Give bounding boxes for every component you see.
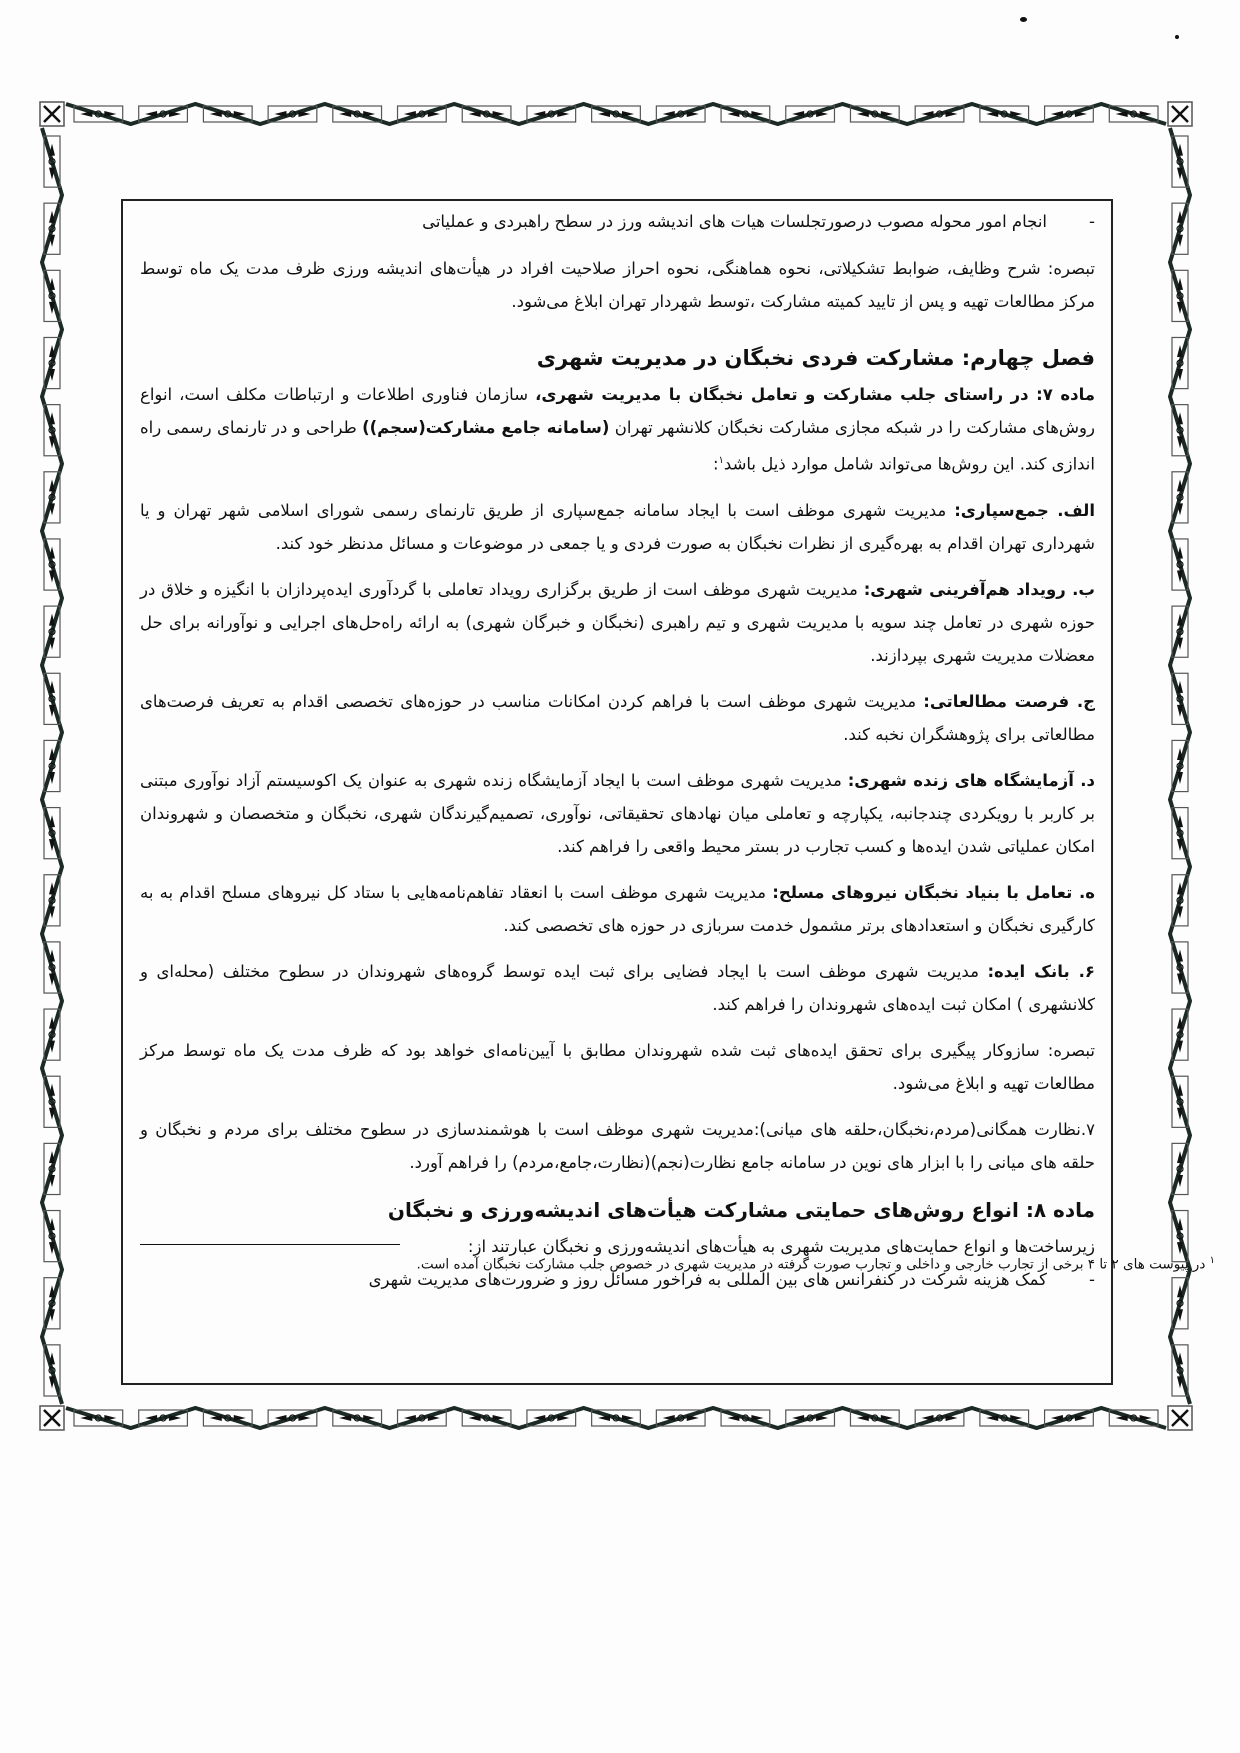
border-ornament bbox=[1172, 106, 1188, 122]
method-item bbox=[140, 573, 1095, 672]
bullet-dash: - bbox=[1089, 1269, 1095, 1289]
chapter-heading: فصل چهارم: مشارکت فردی نخبگان در مدیریت شهری bbox=[536, 346, 1095, 370]
method-title: ه. تعامل با بنیاد نخبگان نیروهای مسلح: bbox=[772, 882, 1095, 902]
method-item bbox=[140, 876, 1095, 942]
border-ornament bbox=[1172, 1410, 1188, 1426]
article-text: طراحی و در تارنمای رسمی راه اندازی کند. این روش‌ها می‌تواند شامل موارد ذیل باشد bbox=[140, 418, 1095, 474]
note-paragraph: تبصره: سازوکار پیگیری برای تحقق ایده‌های ثبت شده شهروندان مطابق با آیین‌نامه‌ای خواهد بود که ظرف مدت یک ماه توسط مرکز مطالعات تهیه و ابلاغ می‌شود. bbox=[140, 1040, 1095, 1093]
article-text: سازمان فناوری اطلاعات و ارتباطات مکلف است، انواع روش‌های مشارکت را در شبکه مجازی مشارکت نخبگان کلانشهر تهران bbox=[140, 385, 1095, 437]
footnote-text: در پیوست های ۲ تا ۴ برخی از تجارب خارجی و داخلی و تجارب صورت گرفته در مدیریت شهری در خصوص جلب مشارکت نخبگان آمده است. bbox=[416, 1256, 1210, 1273]
footnote-ref[interactable]: ۱ bbox=[718, 455, 724, 466]
border-ornament bbox=[44, 1410, 60, 1426]
method-item bbox=[140, 494, 1095, 560]
system-name: (سامانه جامع مشارکت(سجم)) bbox=[362, 418, 610, 437]
method-item bbox=[140, 685, 1095, 751]
method-item bbox=[140, 764, 1095, 863]
border-ornament bbox=[1170, 128, 1190, 1404]
bullet-text: انجام امور محوله مصوب درصورتجلسات هیات های اندیشه ورز در سطح راهبردی و عملیاتی bbox=[422, 212, 1047, 231]
border-ornament bbox=[44, 106, 60, 122]
bullet-text: کمک هزینه شرکت در کنفرانس های بین المللی به فراخور مسائل روز و ضرورت‌های مدیریت شهری bbox=[368, 1269, 1047, 1289]
method-title: ۶. بانک ایده: bbox=[987, 961, 1095, 981]
method-text: مدیریت شهری موظف است با فراهم کردن امکانات مناسب در حوزه‌های تخصصی اقدام به تعریف فرصت‌های مطالعاتی برای پژوهشگران نخبه کند. bbox=[140, 691, 1095, 744]
method-item bbox=[140, 955, 1095, 1021]
method-title: الف. جمع‌سپاری: bbox=[954, 500, 1095, 520]
method-text: مدیریت شهری موظف است با ایجاد فضایی برای ثبت ایده توسط گروه‌های شهروندان در سطوح مختلف (محله‌ای و کلانشهری ) امکان ثبت ایده‌های شهروندان را فراهم کند. bbox=[140, 961, 1095, 1014]
article-8-intro: زیرساخت‌ها و انواع حمایت‌های مدیریت شهری به هیأت‌های اندیشه‌ورزی و نخبگان عبارتند از: bbox=[467, 1236, 1095, 1256]
method-text: مدیریت شهری موظف است از طریق برگزاری رویداد تعاملی با گردآوری ایده‌پردازان با انگیزه و خلاق در حوزه شهری در تعامل چند سویه با مدیریت شهری و تیم راهبری (نخبگان و خبرگان شهری) به ارائه راه‌حل‌های اجرایی و نوآورانه برای حل معضلات مدیریت شهری بپردازند. bbox=[140, 579, 1095, 665]
method-text: مدیریت شهری موظف است با ایجاد سامانه جمع‌سپاری از طریق تارنمای رسمی شورای اسلامی شهر تهران و یا شهرداری تهران اقدام به بهره‌گیری از نظرات نخبگان به صورت فردی و یا جمعی در موضوعات و مسائل مدنظر خود کند. bbox=[140, 500, 1095, 553]
document-body bbox=[140, 205, 1095, 1309]
bullet-dash: - bbox=[1089, 212, 1095, 231]
method-title: ج. فرصت مطالعاتی: bbox=[923, 691, 1095, 711]
article-lead: ماده ۷: در راستای جلب مشارکت و تعامل نخبگان با مدیریت شهری، bbox=[535, 385, 1095, 404]
article-8-heading: ماده ۸: انواع روش‌های حمایتی مشارکت هیأت‌های اندیشه‌ورزی و نخبگان bbox=[387, 1197, 1095, 1222]
method-title: ب. رویداد هم‌آفرینی شهری: bbox=[863, 579, 1095, 599]
border-ornament bbox=[42, 128, 62, 1404]
item-7: ۷.نظارت همگانی(مردم،نخبگان،حلقه های میانی):مدیریت شهری موظف است با هوشمندسازی در سطوح مختلف برای مردم و نخبگان و حلقه های میانی را با ابزار های نوین در سامانه جامع نظارت(نجم)(نظارت،جامع،مردم) را فراهم آورد. bbox=[140, 1119, 1095, 1172]
article-7 bbox=[140, 378, 1095, 481]
scan-mark bbox=[1020, 17, 1027, 22]
method-text: مدیریت شهری موظف است با ایجاد آزمایشگاه زنده شهری به عنوان یک اکوسیستم آزاد نوآوری مبتنی بر کاربر با رویکردی چندجانبه، یکپارچه و تعاملی میان نهادهای تحقیقاتی، نوآوری، تصمیم‌گیرندگان شهری، نخبگان و متخصصان و شهروندان امکان عملیاتی شدن ایده‌ها و کسب تجارب در بستر محیط واقعی را فراهم کند. bbox=[140, 770, 1095, 856]
footnote-separator bbox=[140, 1244, 400, 1245]
footnote bbox=[255, 1255, 1215, 1273]
footnote-marker: ۱ bbox=[1209, 1255, 1215, 1266]
article-text: : bbox=[712, 454, 719, 474]
method-text: مدیریت شهری موظف است با انعقاد تفاهم‌نامه‌هایی با ستاد کل نیروهای مسلح اقدام به به کارگیری نخبگان و استعدادهای برتر مشمول خدمت سربازی در حوزه های تخصصی کند. bbox=[140, 882, 1095, 935]
bullet-item bbox=[140, 205, 1095, 238]
note-paragraph: تبصره: شرح وظایف، ضوابط تشکیلاتی، نحوه هماهنگی، نحوه احراز صلاحیت افراد در هیأت‌های اندیشه ورزی ظرف مدت یک ماه توسط مرکز مطالعات تهیه و پس از تایید کمیته مشارکت ،توسط شهردار تهران ابلاغ می‌شود. bbox=[140, 259, 1095, 311]
method-title: د. آزمایشگاه های زنده شهری: bbox=[847, 770, 1095, 790]
scan-mark bbox=[1175, 35, 1179, 39]
